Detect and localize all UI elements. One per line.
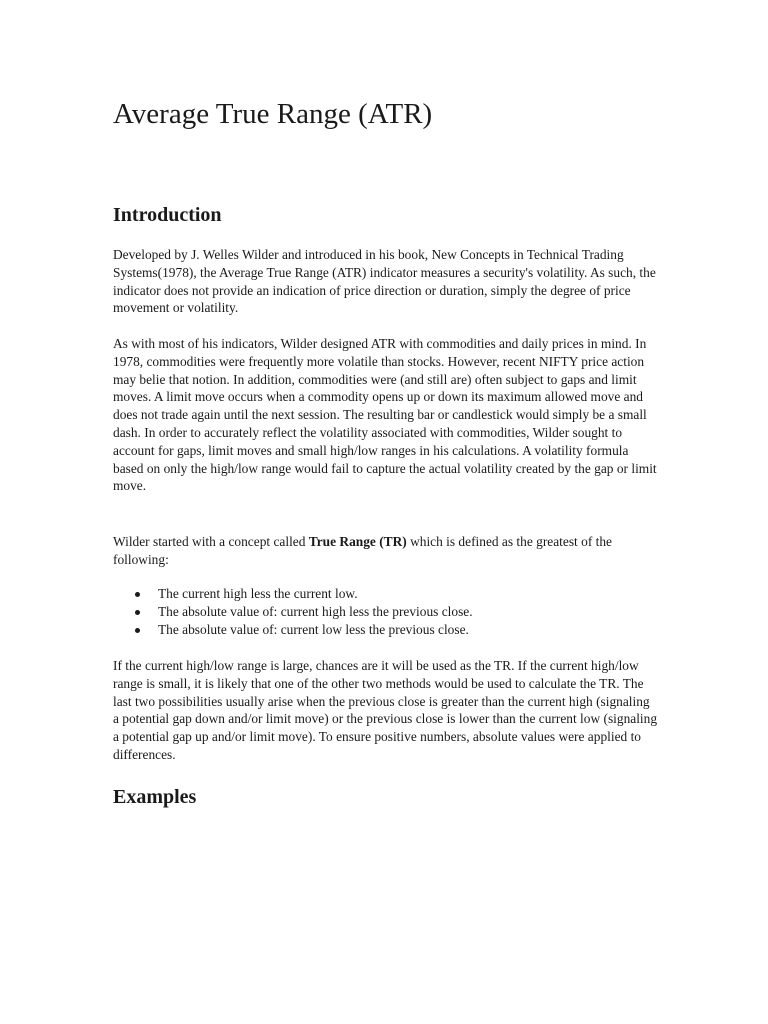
list-item-text: The absolute value of: current high less the previous close.	[158, 604, 473, 619]
list-item	[113, 603, 658, 621]
true-range-text-before: Wilder started with a concept called	[113, 534, 309, 549]
intro-paragraph-2: As with most of his indicators, Wilder designed ATR with commodities and daily prices in mind. In 1978, commodities were frequently more volatile than stocks. However, recent NIFTY price action may belie that notion. In addition, commodities were (and still are) often subject to gaps and limit moves. A limit move occurs when a commodity opens up or down its maximum allowed move and does not trade again until the next session. The resulting bar or candlestick would simply be a small dash. In order to accurately reflect the volatility associated with commodities, Wilder sought to account for gaps, limit moves and small high/low ranges in his calculations. A volatility formula based on only the high/low range would fail to capture the actual volatility created by the gap or limit move.	[113, 336, 657, 494]
bullet-icon	[135, 628, 140, 633]
list-item	[113, 621, 658, 639]
bullet-icon	[135, 592, 140, 597]
introduction-heading: Introduction	[113, 204, 222, 226]
intro-paragraph-1: Developed by J. Welles Wilder and introduced in his book, New Concepts in Technical Trading Systems(1978), the Average True Range (ATR) indicator measures a security's volatility. As such, the indicator does not provide an indication of price direction or duration, simply the degree of price movement or volatility.	[113, 247, 656, 316]
true-range-term: True Range (TR)	[308, 534, 407, 549]
true-range-text-after: which is defined as the greatest of the following:	[113, 534, 612, 567]
list-item-text: The absolute value of: current low less the previous close.	[158, 622, 469, 637]
list-item	[113, 585, 658, 603]
bullet-icon	[135, 610, 140, 615]
page-title: Average True Range (ATR)	[113, 98, 433, 130]
examples-heading: Examples	[113, 786, 197, 808]
true-range-paragraph	[113, 533, 658, 569]
true-range-list	[113, 585, 658, 639]
list-item-text: The current high less the current low.	[158, 586, 358, 601]
intro-paragraph-4: If the current high/low range is large, chances are it will be used as the TR. If the current high/low range is small, it is likely that one of the other two methods would be used to calculate the TR. The last two possibilities usually arise when the previous close is greater than the current high (signaling a potential gap down and/or limit move) or the previous close is lower than the current low (signaling a potential gap up and/or limit move). To ensure positive numbers, absolute values were applied to differences.	[113, 658, 658, 762]
